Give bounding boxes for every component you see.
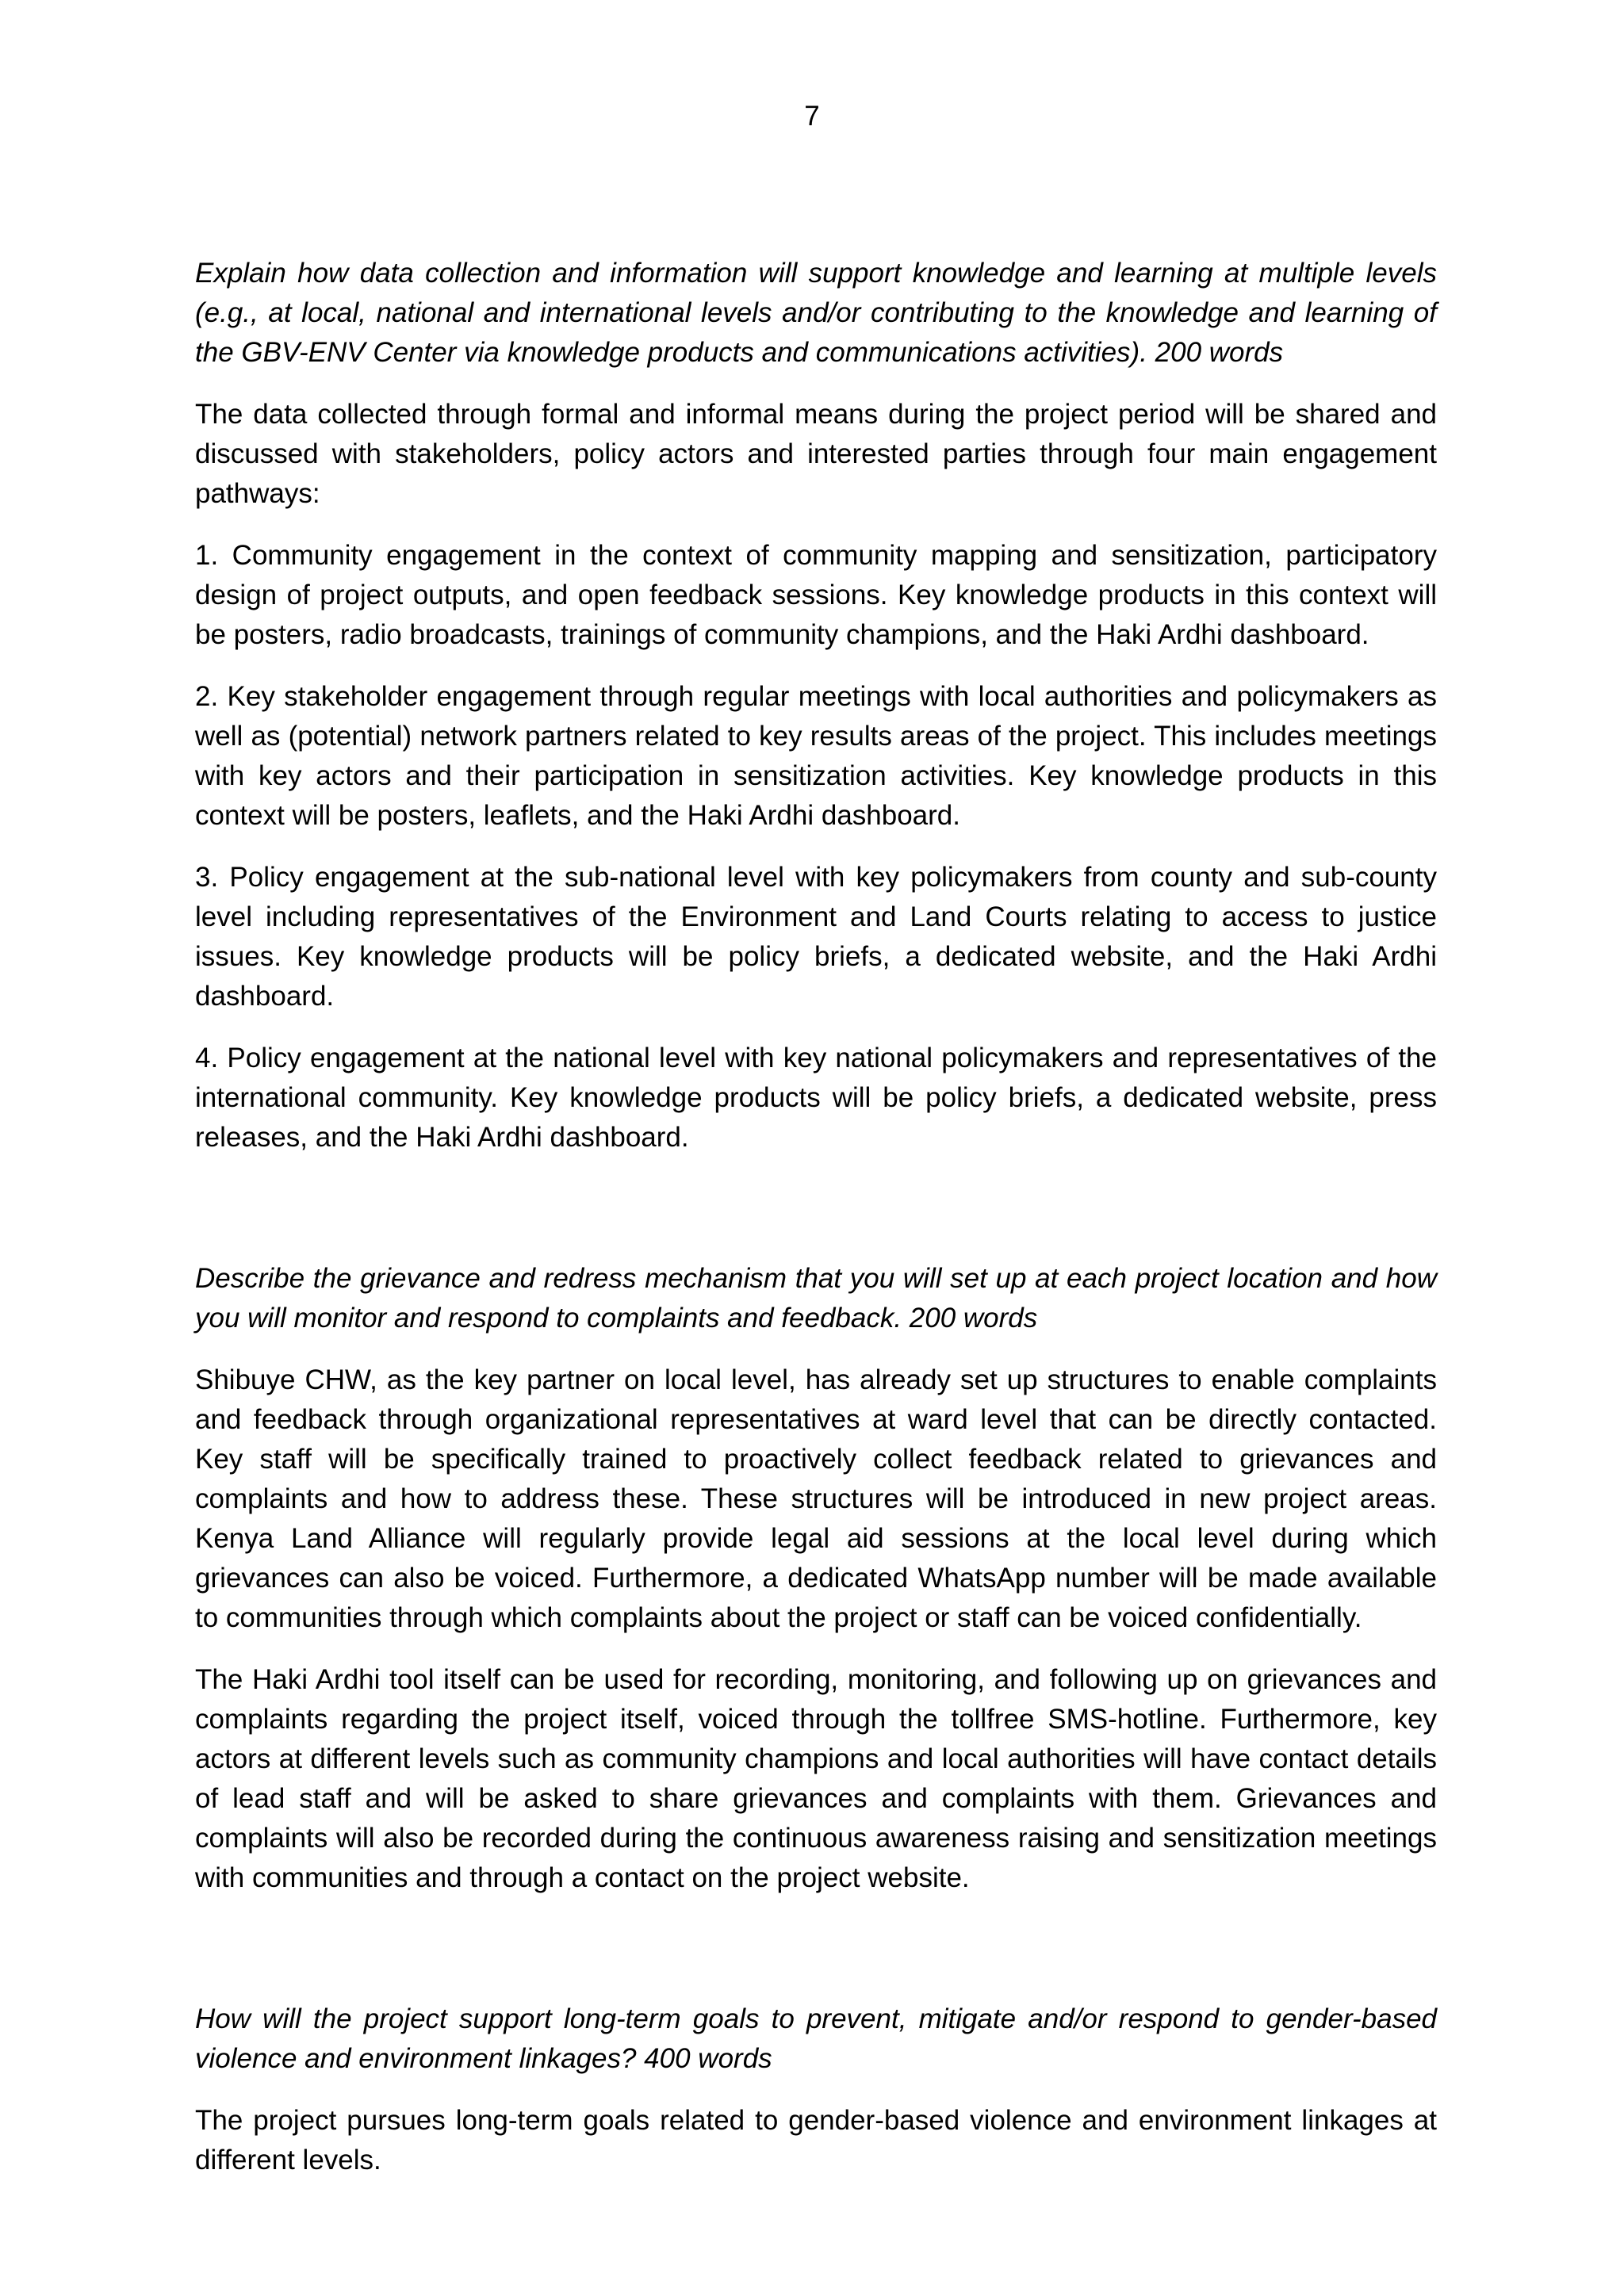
page-number: 7 (804, 101, 820, 132)
paragraph-pathway-2: 2. Key stakeholder engagement through regular meetings with local authorities and policymakers as well as (potential) network partners related to key results areas of the project. This includes meetings with key actors and their participation in sensitization activities. Key knowledge products in this context will be posters, leaflets, and the Haki Ardhi dashboard. (195, 681, 1437, 831)
paragraph: The Haki Ardhi tool itself can be used for recording, monitoring, and following up on grievances and complaints regarding the project itself, voiced through the tollfree SMS-hotline. Furthermore, key actors at different levels such as community champions and local authorities will have contact details of lead staff and will be asked to share grievances and complaints with them. Grievances and complaints will also be recorded during the continuous awareness raising and sensitization meetings with communities and through a contact on the project website. (195, 1664, 1437, 1893)
section-spacer (195, 1920, 1437, 1999)
section-prompt: Explain how data collection and information will support knowledge and learning at multiple levels (e.g., at local, national and international levels and/or contributing to the knowledge and learning of the GBV-ENV Center via knowledge products and communications activities). 200 words (195, 258, 1437, 368)
section-spacer (195, 1180, 1437, 1259)
paragraph-pathway-1: 1. Community engagement in the context of community mapping and sensitization, participatory design of project outputs, and open feedback sessions. Key knowledge products in this context will be posters, radio broadcasts, trainings of community champions, and the Haki Ardhi dashboard. (195, 540, 1437, 650)
section-prompt: How will the project support long-term goals to prevent, mitigate and/or respond to gender-based violence and environment linkages? 400 words (195, 2003, 1437, 2074)
section-grievance-mechanism (195, 1259, 1437, 1898)
section-long-term-goals (195, 1999, 1437, 2180)
paragraph-pathway-3: 3. Policy engagement at the sub-national level with key policymakers from county and sub-county level including representatives of the Environment and Land Courts relating to access to justice issues. Key knowledge products will be policy briefs, a dedicated website, and the Haki Ardhi dashboard. (195, 862, 1437, 1012)
paragraph: Shibuye CHW, as the key partner on local level, has already set up structures to enable complaints and feedback through organizational representatives at ward level that can be directly contacted. Key staff will be specifically trained to proactively collect feedback related to grievances and complaints and how to address these. These structures will be introduced in new project areas. Kenya Land Alliance will regularly provide legal aid sessions at the local level during which grievances can also be voiced. Furthermore, a dedicated WhatsApp number will be made available to communities through which complaints about the project or staff can be voiced confidentially. (195, 1364, 1437, 1633)
section-prompt: Describe the grievance and redress mechanism that you will set up at each project location and how you will monitor and respond to complaints and feedback. 200 words (195, 1263, 1437, 1334)
paragraph: The project pursues long-term goals related to gender-based violence and environment linkages at different levels. (195, 2105, 1437, 2175)
document-body (195, 254, 1437, 2202)
paragraph: The data collected through formal and informal means during the project period will be shared and discussed with stakeholders, policy actors and interested parties through four main engagement pathways: (195, 399, 1437, 509)
paragraph-pathway-4: 4. Policy engagement at the national level with key national policymakers and representatives of the international community. Key knowledge products will be policy briefs, a dedicated website, press releases, and the Haki Ardhi dashboard. (195, 1043, 1437, 1153)
section-knowledge-learning (195, 254, 1437, 1158)
